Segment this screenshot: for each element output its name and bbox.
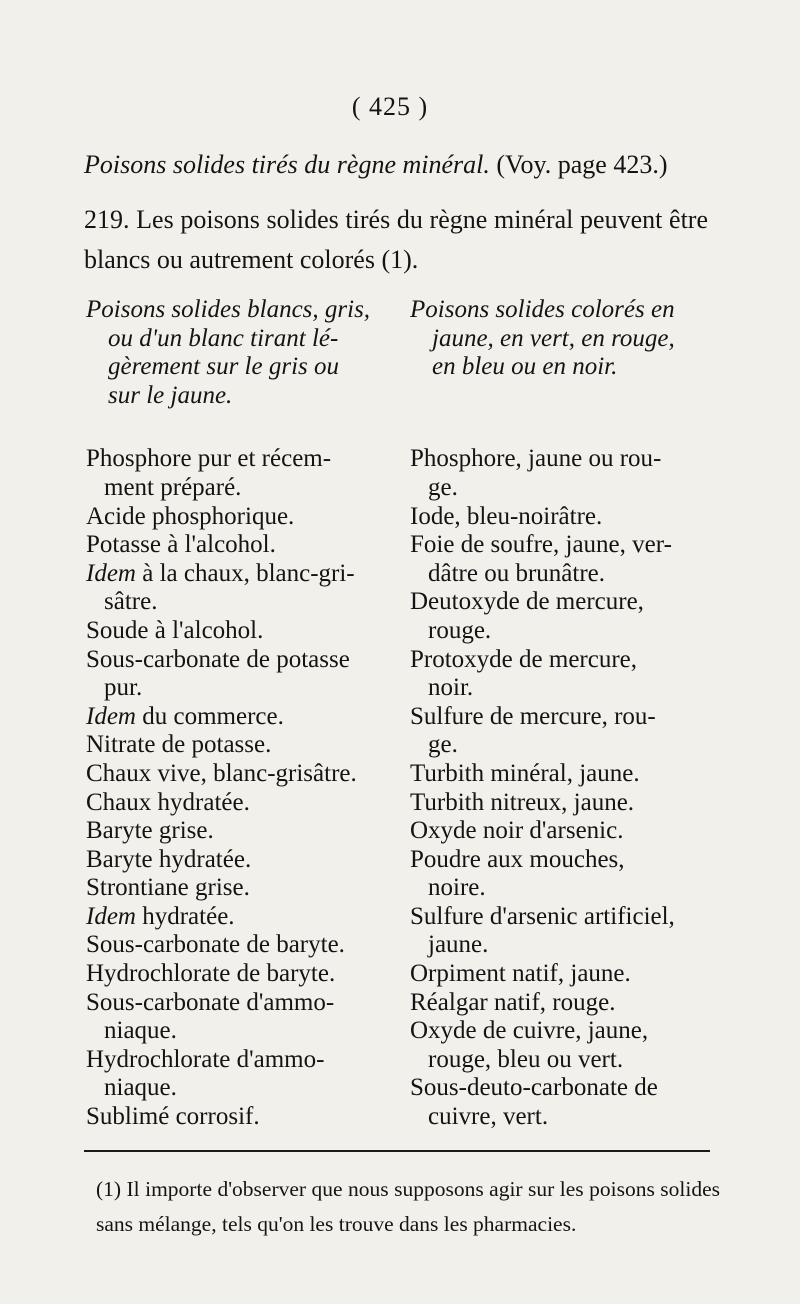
heading-line: en bleu ou en noir. [432, 353, 618, 381]
list-item: Soude à l'alcohol. [86, 616, 264, 644]
list-item: Baryte hydratée. [86, 845, 252, 873]
list-item-continuation: niaque. [104, 1017, 177, 1045]
intro-paragraph: 219. Les poisons solides tirés du règne minéral peuvent être blancs ou autrement colorés (1). [84, 205, 708, 274]
list-item: Sous-deuto-carbonate de [410, 1074, 658, 1102]
list-item: Hydrochlorate de baryte. [86, 960, 336, 988]
list-item: Sulfure d'arsenic artificiel, [410, 902, 675, 930]
section-title-reference: (Voy. page 423.) [496, 150, 668, 179]
right-column [410, 296, 710, 1132]
list-item: Turbith minéral, jaune. [410, 759, 640, 787]
list-item-continuation: niaque. [104, 1074, 177, 1102]
footnote-divider [84, 1150, 710, 1152]
list-item: Deutoxyde de mercure, [410, 588, 644, 616]
idem-abbrev: Idem [86, 559, 136, 587]
list-item: Turbith nitreux, jaune. [410, 788, 635, 816]
section-title-text: Poisons solides tirés du règne minéral. [84, 150, 490, 179]
list-item: Sous-carbonate d'ammo- [86, 988, 335, 1016]
list-item-continuation: noire. [428, 874, 486, 902]
right-column-heading [410, 296, 710, 410]
heading-line: Poisons solides blancs, gris, [86, 296, 371, 323]
list-item-continuation: ge. [428, 731, 458, 759]
list-item: Nitrate de potasse. [86, 731, 272, 759]
list-item-continuation: jaune. [428, 931, 489, 959]
heading-line: jaune, en vert, en rouge, [432, 324, 675, 352]
list-item: Sous-carbonate de baryte. [86, 931, 345, 959]
list-item: Chaux vive, blanc-grisâtre. [86, 759, 357, 787]
list-item-continuation: ge. [428, 473, 458, 501]
idem-abbrev: Idem [86, 702, 136, 730]
list-item: Iode, bleu-noirâtre. [410, 502, 603, 530]
heading-line: sur le jaune. [108, 381, 233, 409]
list-item: Sous-carbonate de potasse [86, 645, 350, 673]
page-number: ( 425 ) [351, 92, 429, 121]
list-item-continuation: cuivre, vert. [428, 1103, 549, 1131]
list-item-continuation: pur. [104, 674, 143, 702]
list-item: Oxyde de cuivre, jaune, [410, 1017, 649, 1045]
left-column [86, 296, 388, 1132]
list-item-continuation: rouge, bleu ou vert. [428, 1045, 624, 1073]
list-item: Foie de soufre, jaune, ver- [410, 531, 672, 559]
footnote: (1) Il importe d'observer que nous supposons agir sur les poisons solides sans mélange, tels qu'on les trouve dans les pharmacies. [96, 1177, 720, 1236]
heading-spacer [410, 382, 710, 411]
list-item: Strontiane grise. [86, 874, 250, 902]
list-item: Hydrochlorate d'ammo- [86, 1045, 325, 1073]
list-item: Phosphore pur et récem- [86, 445, 332, 473]
list-item: Idem hydratée. [86, 902, 235, 930]
list-item: Potasse à l'alcohol. [86, 531, 276, 559]
list-item: Oxyde noir d'arsenic. [410, 817, 624, 845]
heading-line: ou d'un blanc tirant lé- [108, 324, 339, 352]
list-item-continuation: noir. [428, 674, 474, 702]
list-item: Chaux hydratée. [86, 788, 250, 816]
left-column-heading [86, 296, 388, 410]
list-item: Idem du commerce. [86, 702, 284, 730]
list-item: Sublimé corrosif. [86, 1103, 260, 1131]
list-item-continuation: rouge. [428, 616, 492, 644]
list-item: Protoxyde de mercure, [410, 645, 638, 673]
list-item: Poudre aux mouches, [410, 845, 625, 873]
list-item: Orpiment natif, jaune. [410, 960, 631, 988]
heading-line: gèrement sur le gris ou [108, 353, 339, 381]
section-title [84, 150, 724, 180]
list-item-continuation: ment préparé. [104, 473, 242, 501]
idem-abbrev: Idem [86, 902, 136, 930]
list-item-continuation: dâtre ou brunâtre. [428, 559, 606, 587]
list-item: Baryte grise. [86, 817, 214, 845]
list-item-continuation: sâtre. [104, 588, 158, 616]
heading-line: Poisons solides colorés en [410, 296, 675, 323]
list-item: Sulfure de mercure, rou- [410, 702, 656, 730]
list-item: Réalgar natif, rouge. [410, 988, 616, 1016]
list-item: Acide phosphorique. [86, 502, 295, 530]
list-item: Idem à la chaux, blanc-gri- [86, 559, 355, 587]
list-item: Phosphore, jaune ou rou- [410, 445, 662, 473]
